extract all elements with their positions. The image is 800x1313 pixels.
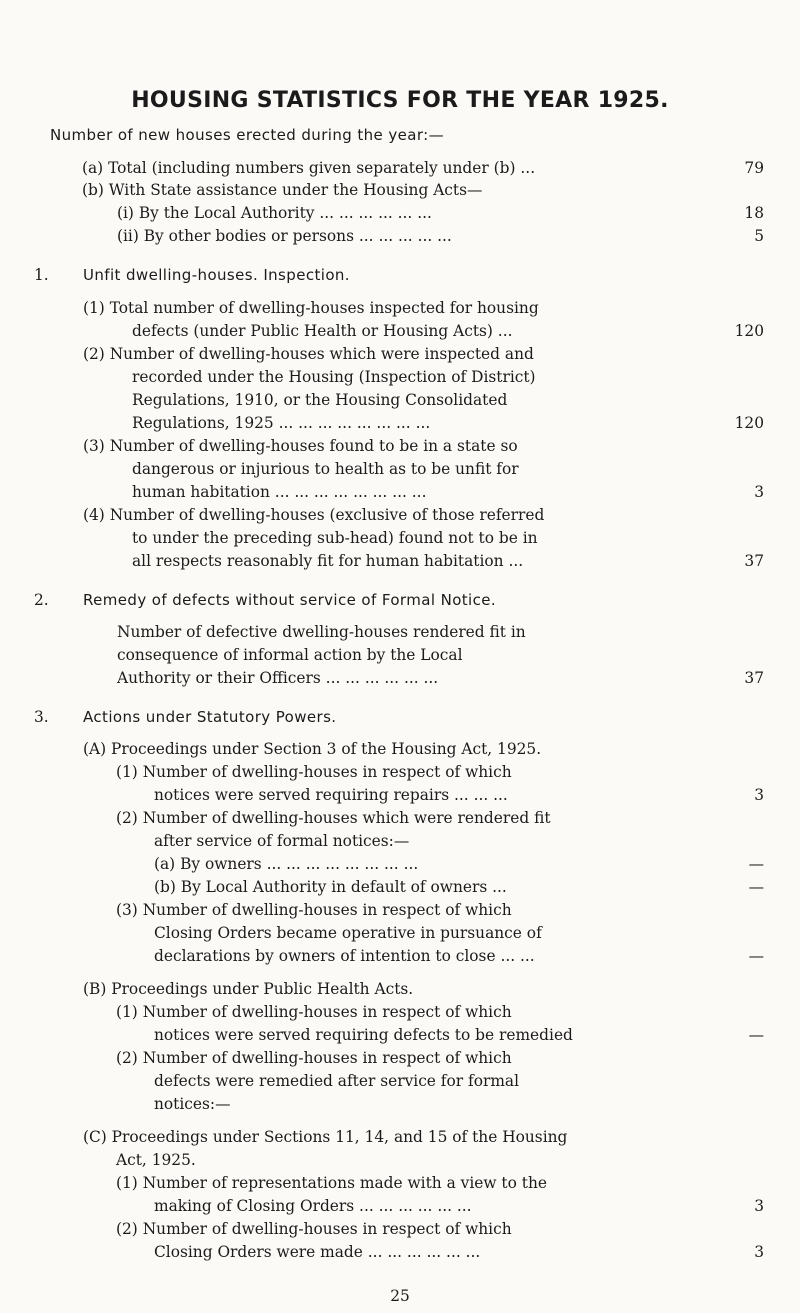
sec1-item2-line: recorded under the Housing (Inspection of District) xyxy=(132,368,536,386)
sec1-item3-line: dangerous or injurious to health as to be unfit for xyxy=(132,460,519,478)
section-3-number: 3. xyxy=(34,708,49,726)
sec3-B-item2-line: notices:— xyxy=(154,1095,231,1113)
sec3-C-item1-line: (1) Number of representations made with a view to the xyxy=(116,1174,547,1192)
section-3-heading: Actions under Statutory Powers. xyxy=(83,708,337,726)
sec3-B-heading: (B) Proceedings under Public Health Acts. xyxy=(83,980,414,998)
sec1-item2-line: Regulations, 1910, or the Housing Consolidated xyxy=(132,391,508,409)
sec3-C-heading: Act, 1925. xyxy=(116,1151,196,1169)
sec3-A-item3-line: declarations by owners of intention to close ... ... xyxy=(154,947,535,965)
sec3-B-item1-line: (1) Number of dwelling-houses in respect of which xyxy=(116,1003,512,1021)
sec3-C-item2-value: 3 xyxy=(754,1243,764,1261)
section-1-number: 1. xyxy=(34,266,49,284)
sec3-A-item2-line: after service of formal notices:— xyxy=(154,832,410,850)
sec1-item3-line: human habitation ... ... ... ... ... ... ... ... xyxy=(132,483,427,501)
sec3-A-item3-line: (3) Number of dwelling-houses in respect of which xyxy=(116,901,512,919)
new-houses-heading: Number of new houses erected during the year:— xyxy=(50,126,444,144)
sec3-C-item2-line: Closing Orders were made ... ... ... ... ... ... xyxy=(154,1243,481,1261)
sec3-A-item2b-line: (b) By Local Authority in default of owners ... xyxy=(154,878,507,896)
new-houses-b-i-label: (i) By the Local Authority ... ... ... ... ... ... xyxy=(117,204,432,222)
sec1-item1-value: 120 xyxy=(734,322,764,340)
sec3-C-item1-value: 3 xyxy=(754,1197,764,1215)
sec3-B-item2-line: defects were remedied after service for formal xyxy=(154,1072,520,1090)
new-houses-b-ii-label: (ii) By other bodies or persons ... ... ... ... ... xyxy=(117,227,452,245)
sec3-C-item2-line: (2) Number of dwelling-houses in respect of which xyxy=(116,1220,512,1238)
new-houses-a-label: (a) Total (including numbers given separately under (b) ... xyxy=(82,159,536,177)
sec3-A-item2a-line: (a) By owners ... ... ... ... ... ... ... ... xyxy=(154,855,419,873)
sec3-A-heading: (A) Proceedings under Section 3 of the Housing Act, 1925. xyxy=(83,740,542,758)
sec1-item4-line: (4) Number of dwelling-houses (exclusive of those referred xyxy=(83,506,545,524)
sec3-A-item3-line: Closing Orders became operative in pursuance of xyxy=(154,924,542,942)
sec2-line: Authority or their Officers ... ... ... ... ... ... xyxy=(117,669,439,687)
new-houses-b-ii-value: 5 xyxy=(754,227,764,245)
section-2-number: 2. xyxy=(34,591,49,609)
sec3-A-item3-value: — xyxy=(748,947,764,965)
sec2-line: Number of defective dwelling-houses rendered fit in xyxy=(117,623,526,641)
sec1-item2-value: 120 xyxy=(734,414,764,432)
sec3-A-item1-line: notices were served requiring repairs ... ... ... xyxy=(154,786,508,804)
sec3-A-item2a-value: — xyxy=(748,855,764,873)
sec2-line: consequence of informal action by the Local xyxy=(117,646,463,664)
sec1-item4-line: all respects reasonably fit for human habitation ... xyxy=(132,552,524,570)
new-houses-a-value: 79 xyxy=(744,159,764,177)
sec1-item4-value: 37 xyxy=(744,552,764,570)
page-title: HOUSING STATISTICS FOR THE YEAR 1925. xyxy=(131,88,669,113)
sec1-item1-line: (1) Total number of dwelling-houses inspected for housing xyxy=(83,299,539,317)
sec2-value: 37 xyxy=(744,669,764,687)
sec3-B-item1-value: — xyxy=(748,1026,764,1044)
sec3-A-item1-line: (1) Number of dwelling-houses in respect of which xyxy=(116,763,512,781)
section-1-heading: Unfit dwelling-houses. Inspection. xyxy=(83,266,350,284)
new-houses-b-i-value: 18 xyxy=(744,204,764,222)
sec1-item3-value: 3 xyxy=(754,483,764,501)
section-2-heading: Remedy of defects without service of Formal Notice. xyxy=(83,591,497,609)
sec1-item4-line: to under the preceding sub-head) found not to be in xyxy=(132,529,538,547)
sec1-item2-line: Regulations, 1925 ... ... ... ... ... ... ... ... xyxy=(132,414,431,432)
sec1-item3-line: (3) Number of dwelling-houses found to be in a state so xyxy=(83,437,518,455)
sec1-item2-line: (2) Number of dwelling-houses which were inspected and xyxy=(83,345,534,363)
sec3-A-item2-line: (2) Number of dwelling-houses which were rendered fit xyxy=(116,809,551,827)
sec3-C-item1-line: making of Closing Orders ... ... ... ... ... ... xyxy=(154,1197,472,1215)
sec3-A-item2b-value: — xyxy=(748,878,764,896)
new-houses-b-label: (b) With State assistance under the Housing Acts— xyxy=(82,181,483,199)
sec1-item1-line: defects (under Public Health or Housing Acts) ... xyxy=(132,322,513,340)
sec3-C-heading: (C) Proceedings under Sections 11, 14, and 15 of the Housing xyxy=(83,1128,568,1146)
sec3-A-item1-value: 3 xyxy=(754,786,764,804)
page-number: 25 xyxy=(390,1287,410,1305)
sec3-B-item1-line: notices were served requiring defects to be remedied xyxy=(154,1026,573,1044)
sec3-B-item2-line: (2) Number of dwelling-houses in respect of which xyxy=(116,1049,512,1067)
